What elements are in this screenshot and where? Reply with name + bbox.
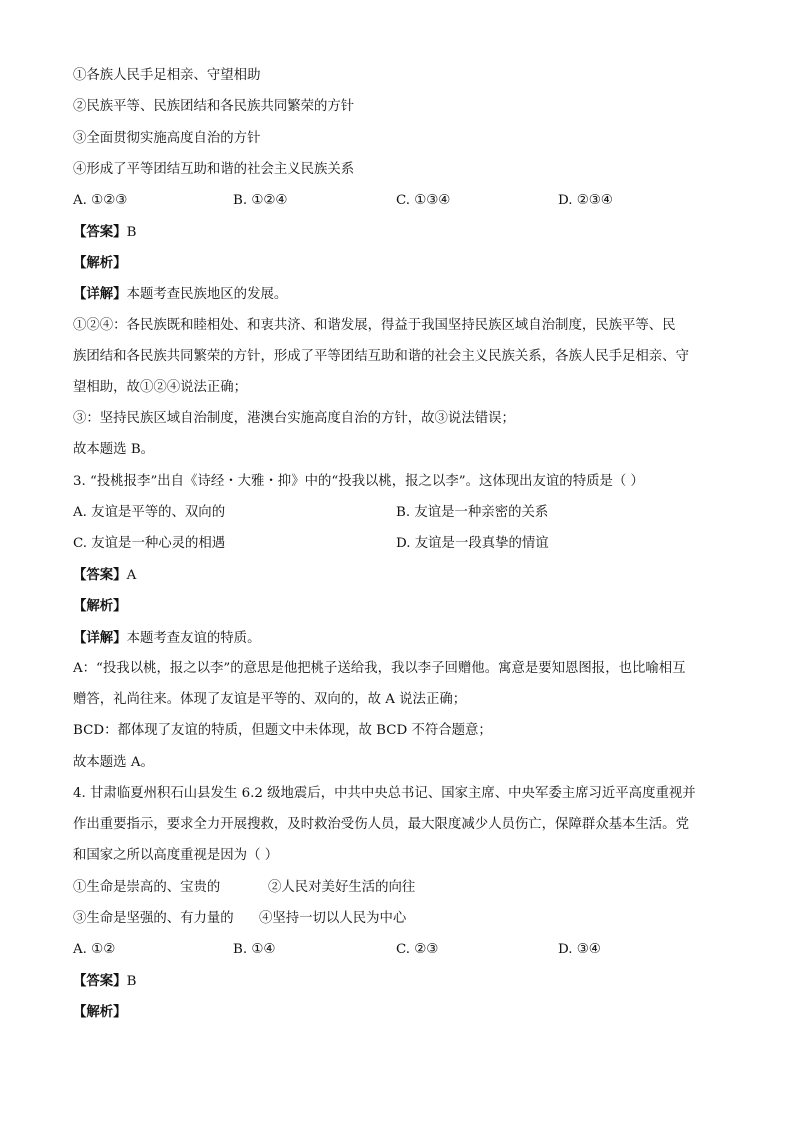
q3-explain-line-2: 赠答，礼尚往来。体现了友谊是平等的、双向的，故 A 说法正确； (73, 692, 467, 707)
q3-analysis (73, 598, 127, 615)
q2-explain-line-2: 族团结和各民族共同繁荣的方针，形成了平等团结互助和谐的社会主义民族关系，各族人民手足相亲、守 (73, 349, 689, 364)
q4-item-3: ③生命是坚强的、有力量的 (73, 911, 234, 926)
q4-analysis (73, 1004, 127, 1021)
answer-value: A (126, 568, 137, 583)
answer-value: B (126, 225, 137, 240)
answer-value: B (126, 974, 137, 989)
q2-analysis (73, 255, 127, 272)
q2-option-b: B. ①②④ (233, 193, 288, 208)
q3-explain-line-1: A：“投我以桃，报之以李”的意思是他把桃子送给我，我以李子回赠他。寓意是要知恩图报，也比喻相互 (73, 661, 686, 676)
q2-explain-line-3: 望相助，故①②④说法正确； (73, 380, 248, 395)
q4-option-a: A. ①② (73, 942, 116, 957)
q3-stem: 3. “投桃报李”出自《诗经・大雅・抑》中的“投我以桃，报之以李”。这体现出友谊的特质是（ ） (73, 474, 644, 489)
detail-tag: 【详解】 (73, 286, 127, 302)
q3-conclusion: 故本题选 A。 (73, 755, 154, 770)
q2-item-1: ①各族人民手足相亲、守望相助 (73, 68, 261, 83)
q3-option-b: B. 友谊是一种亲密的关系 (396, 505, 549, 520)
analysis-tag: 【解析】 (73, 255, 127, 271)
q3-option-c: C. 友谊是一种心灵的相遇 (73, 536, 226, 551)
answer-tag: 【答案】 (73, 973, 127, 989)
q4-stem-line-1: 4. 甘肃临夏州积石山县发生 6.2 级地震后，中共中央总书记、国家主席、中央军委主席习近平高度重视并 (73, 786, 696, 801)
analysis-tag: 【解析】 (73, 1004, 127, 1020)
q4-stem-line-3: 和国家之所以高度重视是因为（ ） (73, 848, 279, 863)
q3-answer (73, 567, 136, 584)
q2-option-d: D. ②③④ (558, 193, 613, 208)
q4-answer (73, 973, 136, 990)
q2-answer (73, 224, 136, 241)
q2-option-c: C. ①③④ (396, 193, 451, 208)
q3-detail (73, 630, 260, 647)
analysis-tag: 【解析】 (73, 598, 127, 614)
q3-explain-line-3: BCD：都体现了友谊的特质，但题文中未体现，故 BCD 不符合题意； (73, 723, 492, 738)
q2-explain-line-1: ①②④：各民族既和睦相处、和衷共济、和谐发展，得益于我国坚持民族区域自治制度，民族平等、民 (73, 318, 676, 333)
q2-option-a: A. ①②③ (73, 193, 128, 208)
q2-explain-line-4: ③：坚持民族区域自治制度，港澳台实施高度自治的方针，故③说法错误； (73, 411, 515, 426)
q2-item-4: ④形成了平等团结互助和谐的社会主义民族关系 (73, 162, 355, 177)
q2-detail (73, 286, 287, 303)
detail-text: 本题考查友谊的特质。 (126, 631, 261, 646)
q4-item-1: ①生命是崇高的、宝贵的 (73, 880, 221, 895)
q4-option-c: C. ②③ (396, 942, 439, 957)
q4-option-b: B. ①④ (233, 942, 276, 957)
answer-tag: 【答案】 (73, 567, 127, 583)
q3-option-a: A. 友谊是平等的、双向的 (73, 505, 226, 520)
q2-item-2: ②民族平等、民族团结和各民族共同繁荣的方针 (73, 99, 355, 114)
answer-tag: 【答案】 (73, 224, 127, 240)
detail-text: 本题考查民族地区的发展。 (126, 287, 288, 302)
q3-option-d: D. 友谊是一段真挚的情谊 (396, 536, 549, 551)
q2-item-3: ③全面贯彻实施高度自治的方针 (73, 131, 261, 146)
q4-option-d: D. ③④ (558, 942, 601, 957)
q4-stem-line-2: 作出重要指示，要求全力开展搜救，及时救治受伤人员，最大限度减少人员伤亡，保障群众基本生活。党 (73, 817, 689, 832)
q4-item-4: ④坚持一切以人民为中心 (259, 911, 407, 926)
q4-item-2: ②人民对美好生活的向往 (268, 880, 416, 895)
detail-tag: 【详解】 (73, 630, 127, 646)
q2-conclusion: 故本题选 B。 (73, 442, 155, 457)
